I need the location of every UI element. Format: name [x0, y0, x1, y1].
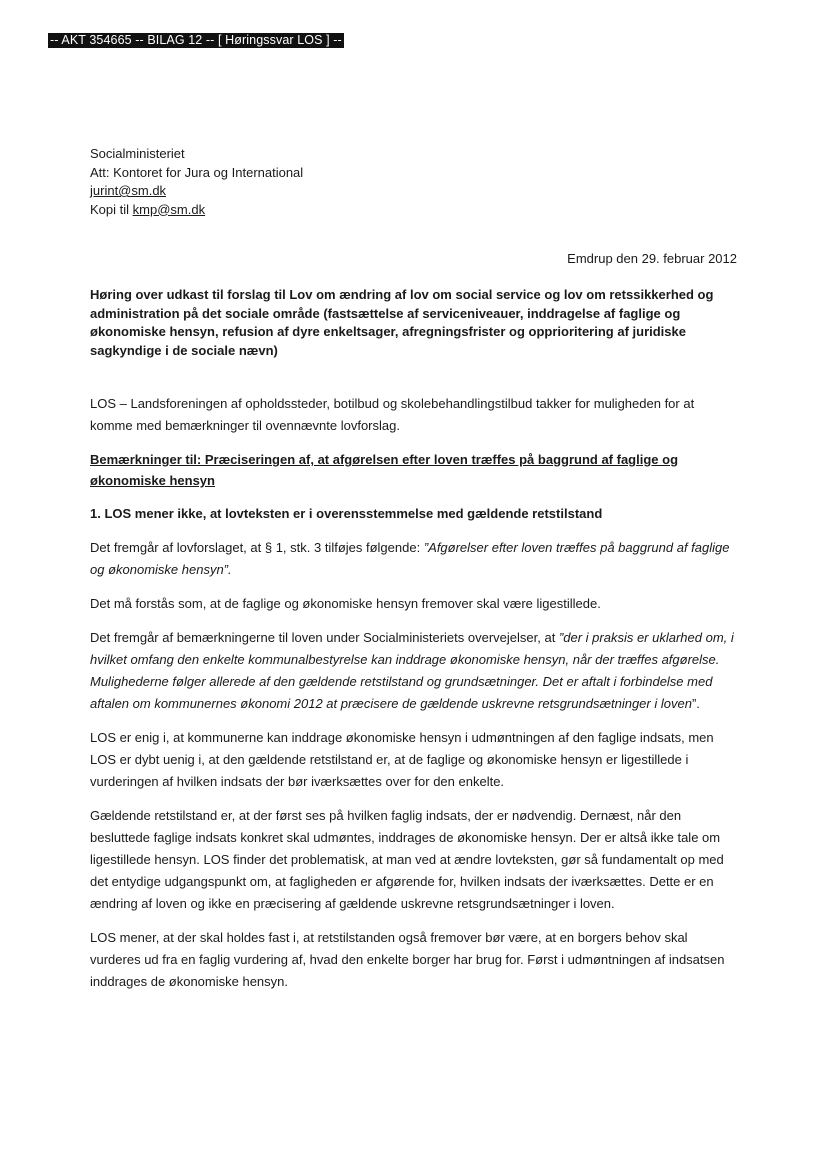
- recipient-email-link[interactable]: jurint@sm.dk: [90, 183, 167, 198]
- paragraph-1: [90, 537, 740, 581]
- paragraph-5: Gældende retstilstand er, at der først ses på hvilken faglig indsats, der er nødvendig. Dernæst, når den besluttede faglige indsats konkret skal udmøntes, inddrages de økonomiske hensyn. Der er altså ikke tale om ligestillede hensyn. LOS finder det problematisk, at man ved at ændre lovteksten, gør så fundamentalt op med det entydige udgangspunkt om, at fagligheden er afgørende for, hvilken indsats der iværksættes. Dette er en ændring af loven og ikke en præcisering af gældende uskrevne retsgrundsætninger i loven.: [90, 808, 724, 911]
- paragraph-3: [90, 627, 740, 715]
- paragraph-6: LOS mener, at der skal holdes fast i, at retstilstanden også fremover bør være, at en borgers behov skal vurderes ud fra en faglig vurdering af, hvad den enkelte borger har brug for. Først i udmøntningen af indsatsen inddrages de økonomiske hensyn.: [90, 930, 725, 989]
- recipient-name: Socialministeriet: [90, 146, 185, 161]
- copy-line: [90, 201, 303, 220]
- point-heading: 1. LOS mener ikke, at lovteksten er i overensstemmelse med gældende retstilstand: [90, 506, 603, 521]
- copy-prefix: Kopi til: [90, 201, 133, 217]
- paragraph-2: Det må forstås som, at de faglige og økonomiske hensyn fremover skal være ligestillede.: [90, 596, 601, 611]
- document-stamp-header: -- AKT 354665 -- BILAG 12 -- [ Høringssvar LOS ] --: [50, 33, 342, 47]
- paragraph-1-text: Det fremgår af lovforslaget, at § 1, stk. 3 tilføjes følgende:: [90, 540, 424, 555]
- recipient-attention: Att: Kontoret for Jura og International: [90, 164, 304, 180]
- paragraph-3-quote: ”der i praksis er uklarhed om, i hvilket omfang den enkelte kommunalbestyrelse kan inddrage økonomiske hensyn, når der træffes afgørelse. Mulighederne følger allerede af den gældende retstilstand og grundsætninger. Det er aftalt i forbindelse med aftalen om kommunernes økonomi 2012 at præcisere de gældende uskrevne retsgrundsætninger i loven: [90, 630, 734, 711]
- date-line: Emdrup den 29. februar 2012: [567, 251, 737, 266]
- paragraph-3-end: ”.: [691, 696, 700, 711]
- paragraph-4: LOS er enig i, at kommunerne kan inddrage økonomiske hensyn i udmøntningen af den faglige indsats, men LOS er dybt uenig i, at den gældende retstilstand er, at de faglige og økonomiske hensyn er ligestillede i vurderingen af hvilken indsats der bør iværksættes over for den enkelte.: [90, 730, 714, 789]
- copy-email-link[interactable]: kmp@sm.dk: [132, 201, 206, 217]
- letter-body: [90, 393, 740, 1005]
- intro-paragraph: LOS – Landsforeningen af opholdssteder, botilbud og skolebehandlingstilbud takker for muligheden for at komme med bemærkninger til ovennævnte lovforslag.: [90, 396, 695, 433]
- recipient-block: [90, 145, 303, 219]
- section-heading: Bemærkninger til: Præciseringen af, at afgørelsen efter loven træffes på baggrund af faglige og økonomiske hensyn: [90, 452, 679, 488]
- paragraph-3-text: Det fremgår af bemærkningerne til loven under Socialministeriets overvejelser, at: [90, 630, 559, 645]
- paragraph-1-quote: ”Afgørelser efter loven træffes på baggrund af faglige og økonomiske hensyn”.: [90, 540, 730, 577]
- subject-heading: Høring over udkast til forslag til Lov om ændring af lov om social service og lov om retssikkerhed og administration på det sociale område (fastsættelse af serviceniveauer, inddragelse af faglige og økonomiske hensyn, refusion af dyre enkeltsager, afregningsfrister og opprioritering af juridiske sagkyndige i de sociale nævn): [90, 287, 714, 358]
